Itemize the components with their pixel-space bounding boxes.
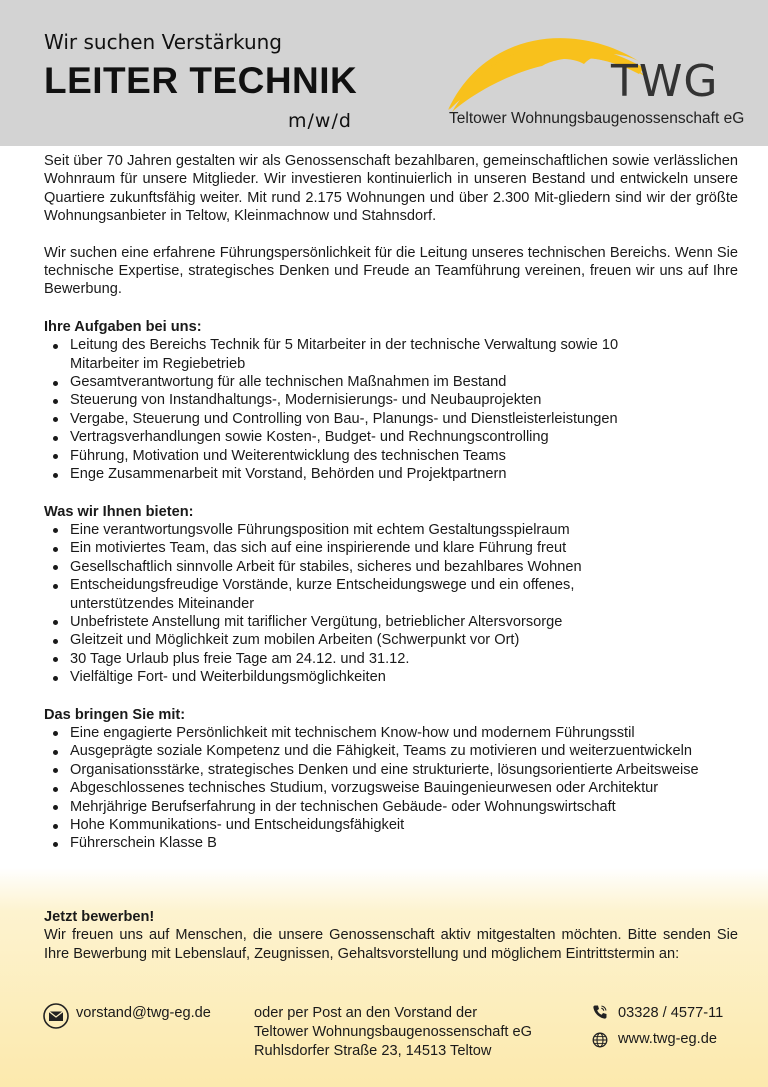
- list-item: Leitung des Bereichs Technik für 5 Mitarbeiter in der technische Verwaltung sowie 10 Mitarbeiter im Regiebetrieb: [44, 336, 630, 373]
- list-item: Ausgeprägte soziale Kompetenz und die Fähigkeit, Teams zu motivieren und weiterzuentwickeln: [44, 742, 738, 760]
- list-item: Gesellschaftlich sinnvolle Arbeit für stabiles, sicheres und bezahlbares Wohnen: [44, 558, 738, 576]
- globe-icon: [592, 1032, 608, 1048]
- list-item: Entscheidungsfreudige Vorstände, kurze Entscheidungswege und ein offenes, unterstützendes Miteinander: [44, 576, 630, 613]
- gender-note: m/w/d: [288, 110, 352, 132]
- list-item: Hohe Kommunikations- und Entscheidungsfähigkeit: [44, 816, 738, 834]
- list-item: Führung, Motivation und Weiterentwicklung des technischen Teams: [44, 447, 738, 465]
- list-item: Steuerung von Instandhaltungs-, Modernisierungs- und Neubauprojekten: [44, 391, 738, 409]
- list-item: Ein motiviertes Team, das sich auf eine inspirierende und klare Führung freut: [44, 539, 738, 557]
- intro-paragraph-1: Seit über 70 Jahren gestalten wir als Genossenschaft bezahlbaren, gemeinschaftlichen sowie verlässlichen Wohnraum für unsere Mitglieder. Wir investieren kontinuierlich in unseren Bestand und entwickeln unsere Quartiere zukunftsfähig weiter. Mit rund 2.175 Wohnungen und über 2.300 Mit-gliedern sind wir der größte Wohnungsanbieter in Teltow, Kleinmachnow und Stahnsdorf.: [44, 153, 738, 225]
- list-item: Vielfältige Fort- und Weiterbildungsmöglichkeiten: [44, 668, 738, 686]
- list-item: Vergabe, Steuerung und Controlling von Bau-, Planungs- und Dienstleisterleistungen: [44, 410, 738, 428]
- list-item: Vertragsverhandlungen sowie Kosten-, Budget- und Rechnungscontrolling: [44, 428, 738, 446]
- apply-text: Wir freuen uns auf Menschen, die unsere Genossenschaft aktiv mitgestalten möchten. Bitte senden Sie Ihre Bewerbung mit Lebenslauf, Zeugnissen, Gehaltsvorstellung und möglichem Eintrittstermin an:: [44, 927, 738, 962]
- offers-heading: Was wir Ihnen bieten:: [44, 503, 194, 520]
- list-item: Führerschein Klasse B: [44, 834, 738, 852]
- phone-icon: [592, 1004, 608, 1020]
- tasks-heading: Ihre Aufgaben bei uns:: [44, 318, 202, 335]
- header-subtitle: Wir suchen Verstärkung: [44, 30, 282, 54]
- apply-section: [44, 908, 738, 963]
- apply-heading: Jetzt bewerben!: [44, 909, 155, 925]
- list-item: Enge Zusammenarbeit mit Vorstand, Behörden und Projektpartnern: [44, 465, 738, 483]
- post-line: oder per Post an den Vorstand der: [254, 1005, 478, 1021]
- requirements-heading: Das bringen Sie mit:: [44, 706, 186, 723]
- email-link[interactable]: vorstand@twg-eg.de: [76, 1005, 211, 1021]
- list-item: Organisationsstärke, strategisches Denken und eine strukturierte, lösungsorientierte Arbeitsweise: [44, 761, 738, 779]
- list-item: Eine engagierte Persönlichkeit mit technischem Know-how und modernem Führungsstil: [44, 724, 738, 742]
- list-item: Abgeschlossenes technisches Studium, vorzugsweise Bauingenieurwesen oder Architektur: [44, 779, 738, 797]
- list-item: 30 Tage Urlaub plus freie Tage am 24.12. und 31.12.: [44, 650, 738, 668]
- list-item: Gleitzeit und Möglichkeit zum mobilen Arbeiten (Schwerpunkt vor Ort): [44, 631, 738, 649]
- envelope-icon: [43, 1003, 69, 1029]
- requirements-list: [44, 724, 738, 853]
- post-line: Teltower Wohnungsbaugenossenschaft eG: [254, 1024, 533, 1040]
- offers-list: [44, 521, 738, 687]
- tasks-list: [44, 336, 738, 483]
- logo-subtitle: Teltower Wohnungsbaugenossenschaft eG: [449, 110, 745, 127]
- logo-wordmark: TWG: [611, 56, 719, 107]
- job-title: LEITER TECHNIK: [44, 60, 358, 101]
- phone-number[interactable]: 03328 / 4577-11: [618, 1005, 724, 1021]
- post-line: Ruhlsdorfer Straße 23, 14513 Teltow: [254, 1043, 492, 1059]
- postal-address: [254, 1004, 532, 1061]
- intro-paragraph-2: Wir suchen eine erfahrene Führungspersönlichkeit für die Leitung unseres technischen Bereichs. Wenn Sie technische Expertise, strategisches Denken und Freude an Teamführung vereinen, freuen wir uns auf Ihre Bewerbung.: [44, 244, 738, 298]
- list-item: Unbefristete Anstellung mit tariflicher Vergütung, betrieblicher Altersvorsorge: [44, 613, 738, 631]
- list-item: Eine verantwortungsvolle Führungsposition mit echtem Gestaltungsspielraum: [44, 521, 738, 539]
- job-description: [44, 152, 738, 853]
- list-item: Gesamtverantwortung für alle technischen Maßnahmen im Bestand: [44, 373, 738, 391]
- list-item: Mehrjährige Berufserfahrung in der technischen Gebäude- oder Wohnungswirtschaft: [44, 798, 738, 816]
- website-link[interactable]: www.twg-eg.de: [618, 1031, 717, 1047]
